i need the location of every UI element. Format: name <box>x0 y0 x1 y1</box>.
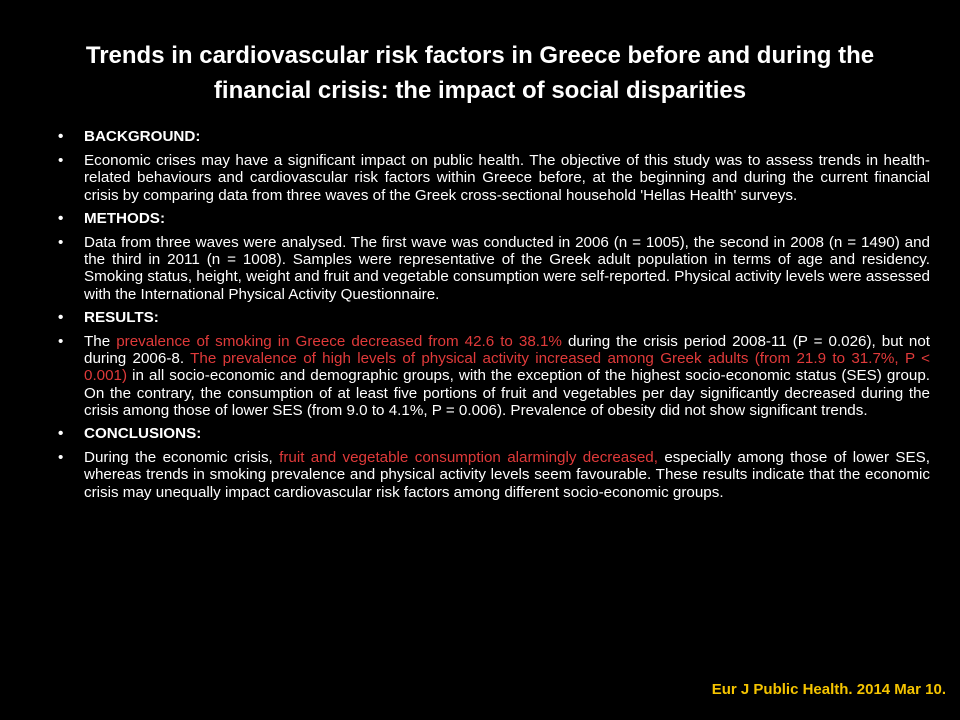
background-text: Economic crises may have a significant impact on public health. The objective of this study was to assess trends in health-related behaviours and cardiovascular risk factors within Greece before, at the beginning and during the current financial crisis by comparing data from three waves of the Greek cross-sectional household 'Hellas Health' surveys. <box>84 152 930 204</box>
methods-heading: METHODS: <box>84 209 165 227</box>
results-text-item <box>50 333 930 419</box>
results-text-part-3: in all socio-economic and demographic groups, with the exception of the highest socio-economic status (SES) group. On the contrary, the consumption of at least five portions of fruit and vegetables per day significantly decreased during the crisis among those of lower SES (from 9.0 to 4.1%, P = 0.006). Prevalence of obesity did not show significant trends. <box>84 367 930 419</box>
methods-text: Data from three waves were analysed. The first wave was conducted in 2006 (n = 1005), the second in 2008 (n = 1490) and the third in 2011 (n = 1008). Samples were representative of the Greek adult population in terms of age and residency. Smoking status, height, weight and fruit and vegetable consumption were self-reported. Physical activity levels were assessed with the International Physical Activity Questionnaire. <box>84 234 930 303</box>
methods-text-item <box>50 234 930 303</box>
conclusions-text-part-2: especially among those of lower SES, whereas trends in smoking prevalence and physical activity levels seem favourable. These results indicate that the economic crisis may unequally impact cardiovascular risk factors among different socio-economic groups. <box>84 449 930 501</box>
bullet-icon: • <box>58 152 64 170</box>
background-heading: BACKGROUND: <box>84 128 201 145</box>
results-heading-item <box>50 309 930 326</box>
bullet-icon: • <box>58 308 64 326</box>
slide-content <box>50 128 930 507</box>
results-text-part-1: The <box>84 333 117 351</box>
bullet-icon: • <box>58 449 64 467</box>
bullet-icon: • <box>58 209 64 227</box>
citation: Eur J Public Health. 2014 Mar 10. <box>711 681 946 698</box>
bullet-list <box>50 128 930 501</box>
conclusions-text-part-1: During the economic crisis, <box>84 449 280 467</box>
results-text-part-2: during the crisis period 2008-11 (P = 0.026), but not during 2006-8. <box>84 333 931 368</box>
bullet-icon: • <box>58 234 64 252</box>
conclusions-heading: CONCLUSIONS: <box>84 425 202 443</box>
conclusions-text-item <box>50 449 930 501</box>
background-text-item <box>50 152 930 204</box>
bullet-icon: • <box>58 425 64 443</box>
bullet-icon: • <box>58 333 64 351</box>
physical-activity-highlight: The prevalence of high levels of physical activity increased among Greek adults (from 21.9 to 31.7%, P < 0.001) <box>84 350 930 385</box>
conclusions-heading-item <box>50 425 930 442</box>
results-heading: RESULTS: <box>84 308 159 326</box>
background-heading-item <box>50 128 930 145</box>
slide-title: Trends in cardiovascular risk factors in Greece before and during the financial crisis: the impact of social disparities <box>85 42 875 104</box>
smoking-highlight: prevalence of smoking in Greece decreased from 42.6 to 38.1% <box>116 333 562 351</box>
methods-heading-item <box>50 210 930 227</box>
bullet-icon: • <box>58 128 64 145</box>
fruit-vegetable-highlight: fruit and vegetable consumption alarmingly decreased, <box>279 449 658 467</box>
